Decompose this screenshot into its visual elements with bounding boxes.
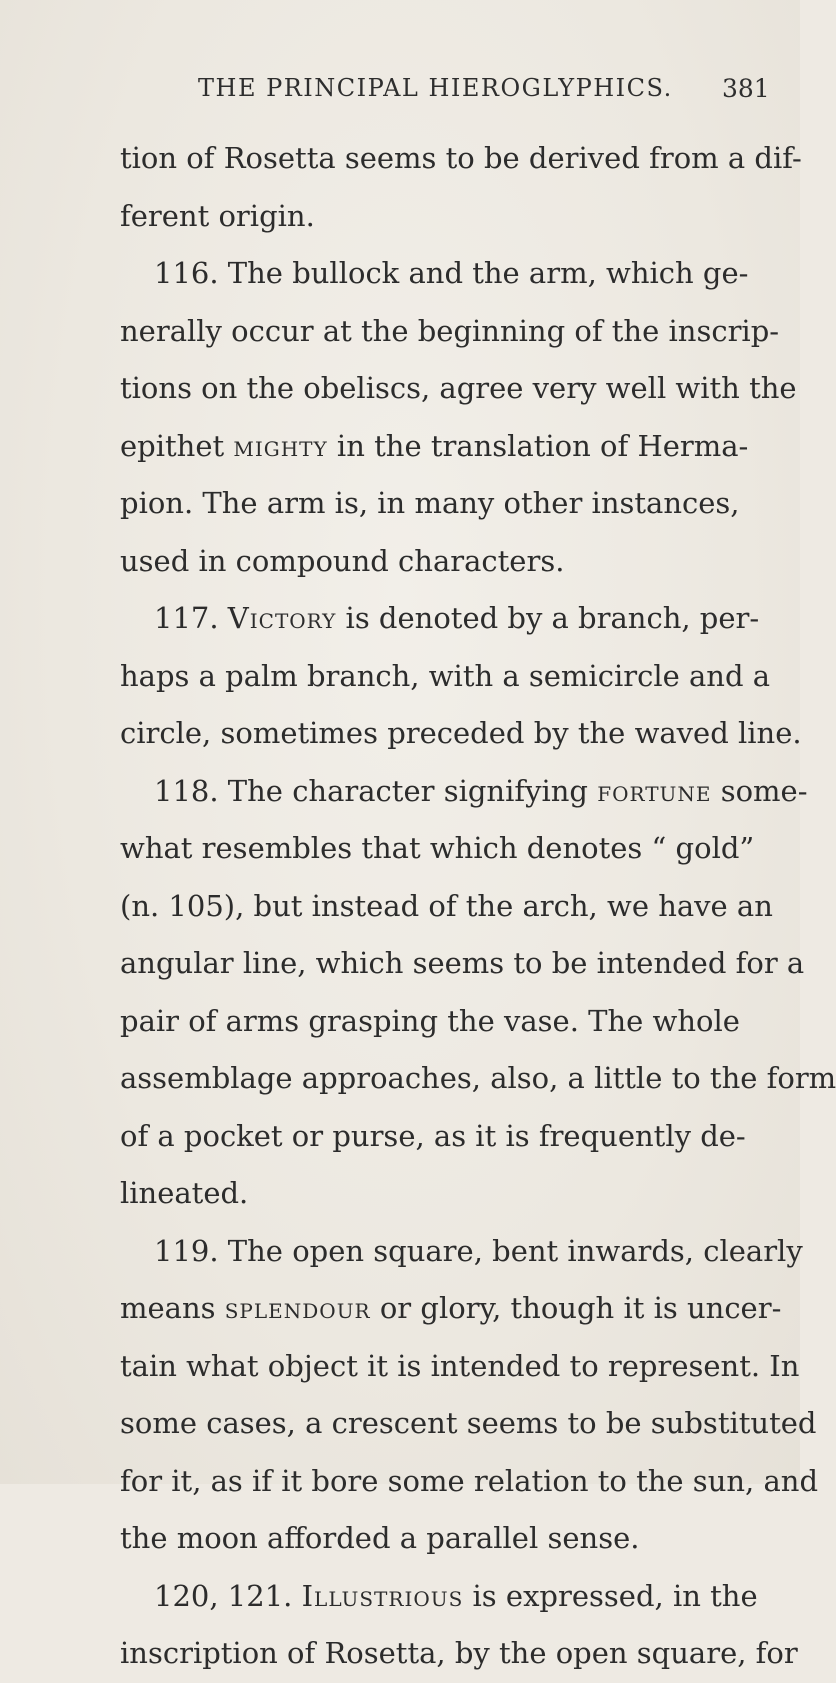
text-line: ferent origin.: [120, 198, 315, 233]
text-run: 117.: [154, 601, 228, 635]
text-line: some cases, a crescent seems to be substituted: [120, 1406, 817, 1440]
text-run: epithet: [120, 428, 234, 463]
text-line: [120, 590, 760, 648]
text-line: haps a palm branch, with a semicircle and a: [120, 658, 771, 693]
text-run: in the translation of Herma-: [327, 428, 749, 463]
text-line: the moon afforded a parallel sense.: [120, 1521, 640, 1555]
page-header: [0, 74, 800, 114]
text-line: circle, sometimes preceded by the waved line.: [120, 716, 802, 750]
page-number: 381: [722, 74, 770, 103]
text-line: lineated.: [120, 1176, 249, 1210]
text-line: 116. The bullock and the arm, which ge-: [154, 256, 749, 290]
small-caps-term: fortune: [597, 773, 712, 808]
text-run: some-: [711, 773, 808, 808]
text-line: [120, 418, 749, 476]
text-run: means: [120, 1291, 225, 1325]
text-line: of a pocket or purse, as it is frequently de-: [120, 1118, 746, 1153]
text-line: pion. The arm is, in many other instances,: [120, 486, 740, 520]
text-line: inscription of Rosetta, by the open square, for: [120, 1636, 798, 1670]
text-line: used in compound characters.: [120, 543, 565, 578]
small-caps-term: mighty: [233, 428, 328, 463]
text-line: angular line, which seems to be intended for a: [120, 946, 805, 980]
text-run: 120, 121.: [154, 1578, 302, 1613]
text-line: assemblage approaches, also, a little to the form: [120, 1061, 836, 1095]
text-line: tain what object it is intended to represent. In: [120, 1348, 800, 1383]
text-run: is denoted by a branch, per-: [336, 601, 760, 635]
body-text: [120, 130, 836, 1683]
text-run: 118. The character signifying: [154, 773, 598, 808]
text-line: (n. 105), but instead of the arch, we have an: [120, 888, 773, 923]
small-caps-term: Victory: [227, 601, 337, 635]
small-caps-term: splendour: [224, 1291, 371, 1325]
small-caps-term: Illustrious: [301, 1578, 464, 1613]
text-line: tion of Rosetta seems to be derived from a dif-: [120, 141, 802, 175]
text-run: or glory, though it is uncer-: [370, 1291, 782, 1325]
text-line: [120, 763, 808, 821]
text-line: what resembles that which denotes “ gold”: [120, 831, 755, 865]
text-line: [120, 1280, 782, 1338]
text-line: 119. The open square, bent inwards, clearly: [154, 1233, 803, 1268]
text-line: for it, as if it bore some relation to the sun, and: [120, 1463, 819, 1498]
running-title: THE PRINCIPAL HIEROGLYPHICS.: [198, 74, 673, 102]
text-line: tions on the obeliscs, agree very well with the: [120, 371, 797, 405]
text-line: pair of arms grasping the vase. The whole: [120, 1003, 740, 1038]
text-run: is expressed, in the: [463, 1578, 758, 1613]
text-line: [120, 1568, 758, 1626]
text-line: nerally occur at the beginning of the inscrip-: [120, 313, 780, 348]
